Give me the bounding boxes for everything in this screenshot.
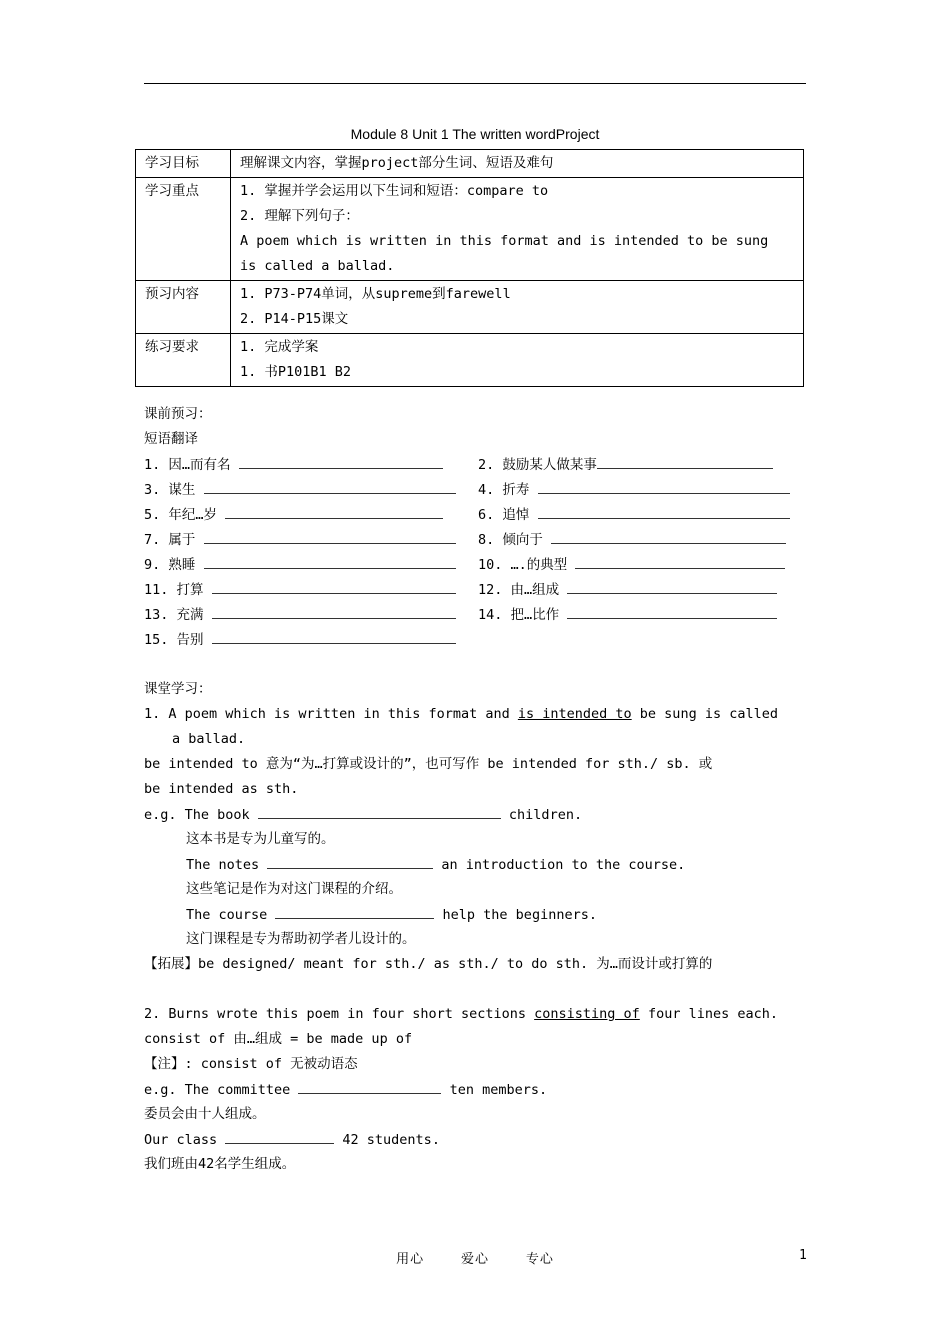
example-4: e.g. The committee ten members. [144,1077,547,1103]
example-5: Our class 42 students. [144,1127,440,1153]
footer-word: 用心 [396,1252,425,1267]
requirement-label: 练习要求 [136,334,231,387]
answer-blank[interactable] [258,802,501,819]
phrase-item: 8. 倾向于 [478,527,786,553]
sentence-1: 1. A poem which is written in this format and is intended to be sung is called [144,706,778,722]
translation-3: 这门课程是专为帮助初学者儿设计的。 [186,931,416,947]
sentence-2: 2. Burns wrote this poem in four short sections consisting of four lines each. [144,1006,778,1022]
footer [0,1248,950,1267]
page-number: 1 [799,1248,807,1263]
phrase-item: 5. 年纪…岁 [144,502,443,528]
focus-line: 2. 理解下列句子： [240,208,359,224]
note: 【注】: consist of 无被动语态 [144,1056,358,1072]
preview-heading: 课前预习： [144,406,212,422]
phrase-item: 3. 谋生 [144,477,456,503]
focus-line: A poem which is written in this format and is intended to be sung [240,233,769,249]
answer-blank[interactable] [567,577,777,594]
answer-blank[interactable] [275,902,434,919]
preview-line: 1. P73-P74单词，从supreme到farewell [240,286,511,302]
goal-text: 理解课文内容，掌握project部分生词、短语及难句 [231,150,804,178]
focus-line: 1. 掌握并学会运用以下生词和短语：compare to [240,183,549,199]
focus-text [231,178,804,281]
preview-label: 预习内容 [136,281,231,334]
phrase-item: 14. 把…比作 [478,602,777,628]
answer-blank[interactable] [204,477,456,494]
translation-1: 这本书是专为儿童写的。 [186,831,335,847]
translation-5: 我们班由42名学生组成。 [144,1156,296,1172]
phrase-item: 1. 因…而有名 [144,452,443,478]
key-phrase: is intended to [517,706,632,722]
phrase-item: 4. 折寿 [478,477,790,503]
requirement-line: 1. 完成学案 [240,339,319,355]
phrase-item: 10. ….的典型 [478,552,785,578]
goal-label: 学习目标 [136,150,231,178]
phrase-item: 2. 鼓励某人做某事 [478,452,773,478]
answer-blank[interactable] [225,1127,334,1144]
phrase-item: 15. 告别 [144,627,456,653]
answer-blank[interactable] [267,852,433,869]
translation-2: 这些笔记是作为对这门课程的介绍。 [186,881,402,897]
answer-blank[interactable] [204,527,456,544]
study-plan-table [135,149,804,387]
explanation-1: be intended to 意为“为…打算或设计的”，也可写作 be intended for sth./ sb. 或 [144,756,713,772]
answer-blank[interactable] [551,527,786,544]
phrase-item: 7. 属于 [144,527,456,553]
answer-blank[interactable] [538,502,790,519]
explanation-2: consist of 由…组成 = be made up of [144,1031,413,1047]
header-rule [144,83,806,84]
explanation-1-cont: be intended as sth. [144,781,299,797]
phrase-heading: 短语翻译 [144,431,198,447]
answer-blank[interactable] [575,552,785,569]
phrase-item: 11. 打算 [144,577,456,603]
phrase-item: 12. 由…组成 [478,577,777,603]
answer-blank[interactable] [298,1077,441,1094]
preview-text [231,281,804,334]
translation-4: 委员会由十人组成。 [144,1106,266,1122]
example-2: The notes an introduction to the course. [186,852,685,878]
answer-blank[interactable] [567,602,777,619]
focus-line: is called a ballad. [240,258,395,274]
phrase-item: 9. 熟睡 [144,552,456,578]
answer-blank[interactable] [212,627,456,644]
key-phrase: consisting of [534,1006,640,1022]
extension-note: 【拓展】be designed/ meant for sth./ as sth./ to do sth. 为…而设计或打算的 [144,956,713,972]
answer-blank[interactable] [212,602,456,619]
preview-line: 2. P14-P15课文 [240,311,349,327]
answer-blank[interactable] [212,577,456,594]
answer-blank[interactable] [239,452,443,469]
example-1: e.g. The book children. [144,802,582,828]
phrase-item: 6. 追悼 [478,502,790,528]
answer-blank[interactable] [204,552,456,569]
focus-label: 学习重点 [136,178,231,281]
footer-word: 爱心 [460,1252,489,1267]
requirement-line: 1. 书P101B1 B2 [240,364,352,380]
sentence-1-cont: a ballad. [172,731,246,747]
phrase-item: 13. 充满 [144,602,456,628]
page-title: Module 8 Unit 1 The written wordProject [350,126,600,142]
requirement-text [231,334,804,387]
answer-blank[interactable] [225,502,443,519]
footer-word: 专心 [525,1252,554,1267]
answer-blank[interactable] [597,452,773,469]
example-3: The course help the beginners. [186,902,597,928]
class-heading: 课堂学习： [144,681,212,697]
answer-blank[interactable] [538,477,790,494]
